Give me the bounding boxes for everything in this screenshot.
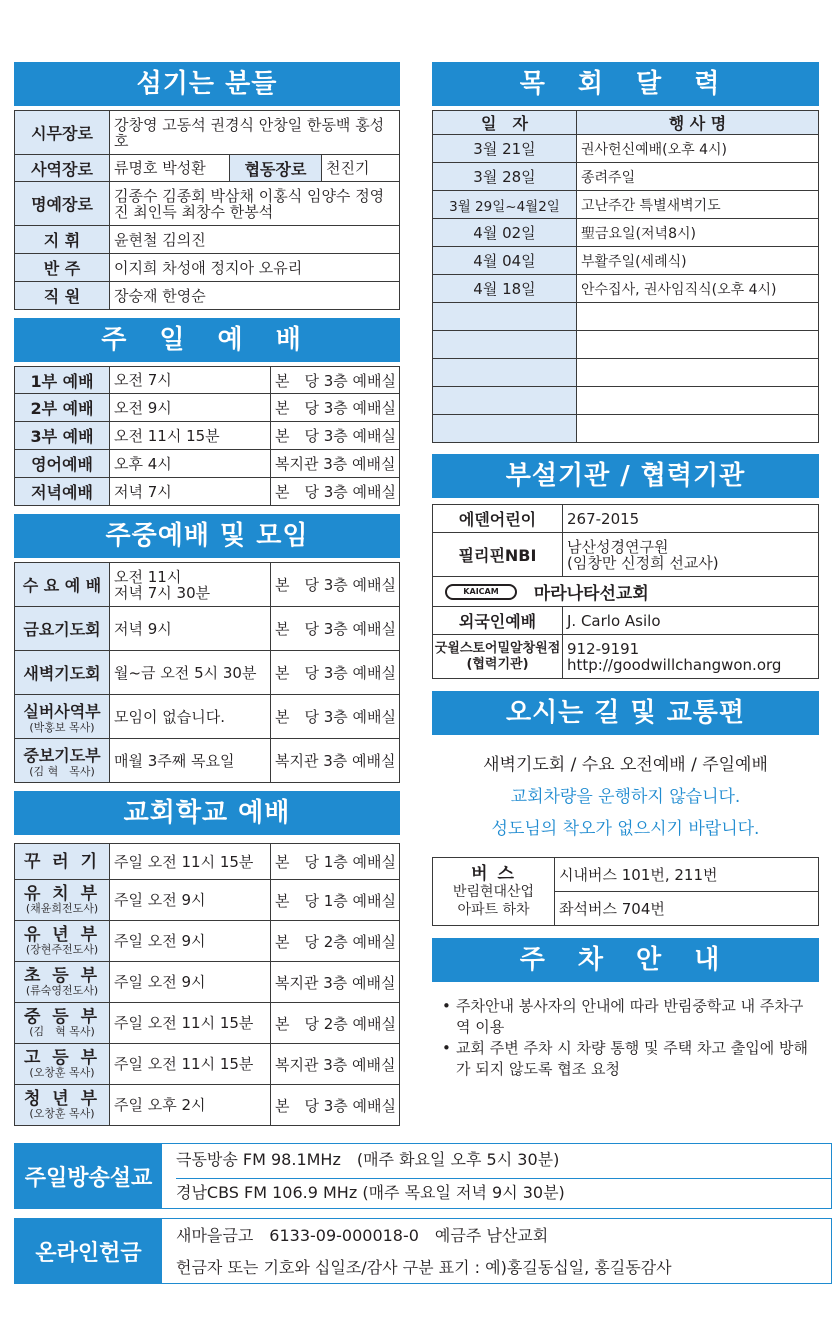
online-offering-line: 헌금자 또는 기호와 십일조/감사 구분 표기 : 예)홍길동십일, 홍길동감사 xyxy=(176,1257,672,1277)
worship-place: 본 당 3층 예배실 xyxy=(271,394,400,422)
calendar-date: 4월 04일 xyxy=(433,247,577,275)
calendar-event: 聖금요일(저녁8시) xyxy=(577,219,819,247)
worship-time: 오전 9시 xyxy=(110,394,271,422)
school-place: 복지관 3층 예배실 xyxy=(271,1044,400,1085)
weekday-leader: (박홍보 목사) xyxy=(29,721,95,734)
affiliate-info: 남산성경연구원 (임창만 신정희 선교사) xyxy=(563,533,819,577)
calendar-date: 3월 28일 xyxy=(433,163,577,191)
directions-line: 성도님의 착오가 없으시기 바랍니다. xyxy=(491,819,760,839)
serving-table xyxy=(14,110,400,310)
worship-place: 본 당 3층 예배실 xyxy=(271,478,400,506)
serving-value: 김종수 김종회 박삼채 이홍식 임양수 정영진 최인득 최창수 한봉석 xyxy=(110,182,400,226)
school-teacher: (오창훈 목사) xyxy=(29,1066,95,1079)
school-place: 본 당 2층 예배실 xyxy=(271,1003,400,1044)
kaicam-row xyxy=(433,577,819,607)
calendar-event: 종려주일 xyxy=(577,163,819,191)
affiliate-info: 마라나타선교회 xyxy=(533,584,649,604)
calendar-date xyxy=(433,331,577,359)
right-column xyxy=(432,62,819,1080)
school-time: 주일 오후 2시 xyxy=(110,1085,271,1126)
school-teacher: (채윤희전도사) xyxy=(25,902,99,915)
worship-place: 본 당 3층 예배실 xyxy=(271,422,400,450)
school-time: 주일 오전 9시 xyxy=(110,962,271,1003)
calendar-date: 4월 02일 xyxy=(433,219,577,247)
directions-notice xyxy=(432,749,819,845)
calendar-event: 고난주간 특별새벽기도 xyxy=(577,191,819,219)
school-header: 교회학교 예배 xyxy=(14,791,400,835)
worship-name: 영어예배 xyxy=(15,450,110,478)
calendar-event: 권사헌신예배(오후 4시) xyxy=(577,135,819,163)
affiliate-info: J. Carlo Asilo xyxy=(563,607,819,635)
bus-table xyxy=(432,857,819,926)
school-time: 주일 오전 11시 15분 xyxy=(110,1044,271,1085)
directions-line: 새벽기도회 / 수요 오전예배 / 주일예배 xyxy=(483,755,768,775)
school-teacher: (장현주전도사) xyxy=(25,943,99,956)
school-dept: 꾸 러 기 xyxy=(15,844,110,880)
school-teacher: (김 혁 목사) xyxy=(29,1025,95,1038)
school-dept: 유 치 부 (채윤희전도사) xyxy=(15,880,110,921)
school-time: 주일 오전 11시 15분 xyxy=(110,1003,271,1044)
calendar-date xyxy=(433,415,577,443)
serving-value: 류명호 박성환 xyxy=(110,155,230,182)
school-dept: 초 등 부 (류숙영전도사) xyxy=(15,962,110,1003)
calendar-date xyxy=(433,359,577,387)
school-teacher: (오창훈 목사) xyxy=(29,1107,95,1120)
weekday-time: 매월 3주째 목요일 xyxy=(110,739,271,783)
worship-name: 3부 예배 xyxy=(15,422,110,450)
weekday-place: 본 당 3층 예배실 xyxy=(271,695,400,739)
serving-header: 섬기는 분들 xyxy=(14,62,400,106)
school-place: 본 당 1층 예배실 xyxy=(271,844,400,880)
serving-value: 강창영 고동석 권경식 안창일 한동백 홍성호 xyxy=(110,111,400,155)
worship-place: 복지관 3층 예배실 xyxy=(271,450,400,478)
affiliate-name: 굿윌스토어밀알창원점 (협력기관) xyxy=(433,635,563,679)
broadcast-label: 주일방송설교 xyxy=(15,1144,162,1208)
worship-time: 저녁 7시 xyxy=(110,478,271,506)
weekday-time: 오전 11시 저녁 7시 30분 xyxy=(110,563,271,607)
weekday-name: 수 요 예 배 xyxy=(15,563,110,607)
weekday-name: 중보기도부 (김 혁 목사) xyxy=(15,739,110,783)
affiliate-name: 필리핀NBI xyxy=(433,533,563,577)
calendar-date-header: 일 자 xyxy=(433,111,577,135)
school-teacher: (류숙영전도사) xyxy=(25,984,99,997)
broadcast-bar xyxy=(14,1143,832,1209)
weekday-place: 본 당 3층 예배실 xyxy=(271,607,400,651)
school-time: 주일 오전 11시 15분 xyxy=(110,844,271,880)
kaicam-logo: KAICAM xyxy=(445,584,517,600)
weekday-name: 새벽기도회 xyxy=(15,651,110,695)
school-place: 본 당 1층 예배실 xyxy=(271,880,400,921)
serving-label: 사역장로 xyxy=(15,155,110,182)
parking-note: • 주차안내 봉사자의 안내에 따라 반림중학교 내 주차구역 이용 xyxy=(440,996,815,1038)
online-offering-line: 새마을금고 6133-09-000018-0 예금주 남산교회 xyxy=(176,1225,549,1245)
weekday-header: 주중예배 및 모임 xyxy=(14,514,400,558)
worship-place: 본 당 3층 예배실 xyxy=(271,367,400,394)
worship-name: 1부 예배 xyxy=(15,367,110,394)
parking-notes xyxy=(432,982,819,1080)
online-offering-bar xyxy=(14,1218,832,1284)
weekday-time: 모임이 없습니다. xyxy=(110,695,271,739)
worship-time: 오전 11시 15분 xyxy=(110,422,271,450)
serving-label: 명예장로 xyxy=(15,182,110,226)
sunday-worship-table xyxy=(14,366,400,506)
school-table xyxy=(14,843,400,1126)
weekday-place: 본 당 3층 예배실 xyxy=(271,563,400,607)
calendar-date: 4월 18일 xyxy=(433,275,577,303)
worship-name: 2부 예배 xyxy=(15,394,110,422)
calendar-event xyxy=(577,415,819,443)
school-place: 복지관 3층 예배실 xyxy=(271,962,400,1003)
directions-line: 교회차량을 운행하지 않습니다. xyxy=(510,787,741,807)
worship-time: 오전 7시 xyxy=(110,367,271,394)
serving-value: 윤현철 김의진 xyxy=(110,226,400,254)
worship-time: 오후 4시 xyxy=(110,450,271,478)
online-offering-label: 온라인헌금 xyxy=(15,1219,162,1283)
affiliate-name: 외국인예배 xyxy=(433,607,563,635)
weekday-leader: (김 혁 목사) xyxy=(29,765,95,778)
calendar-event: 안수집사, 권사임직식(오후 4시) xyxy=(577,275,819,303)
bus-route: 좌석버스 704번 xyxy=(555,892,819,926)
serving-value: 천진기 xyxy=(322,155,400,182)
calendar-date xyxy=(433,387,577,415)
school-time: 주일 오전 9시 xyxy=(110,921,271,962)
bus-label: 버 스 반림현대산업 아파트 하차 xyxy=(433,858,555,926)
directions-header: 오시는 길 및 교통편 xyxy=(432,691,819,735)
calendar-event: 부활주일(세례식) xyxy=(577,247,819,275)
weekday-time: 월~금 오전 5시 30분 xyxy=(110,651,271,695)
parking-note: • 교회 주변 주차 시 차량 통행 및 주택 차고 출입에 방해가 되지 않도록 협조 요청 xyxy=(440,1038,815,1080)
weekday-name: 실버사역부 (박홍보 목사) xyxy=(15,695,110,739)
school-dept: 청 년 부 (오창훈 목사) xyxy=(15,1085,110,1126)
school-dept: 중 등 부 (김 혁 목사) xyxy=(15,1003,110,1044)
left-column xyxy=(14,62,400,1126)
parking-header: 주 차 안 내 xyxy=(432,938,819,982)
calendar-date: 3월 21일 xyxy=(433,135,577,163)
sunday-worship-header: 주 일 예 배 xyxy=(14,318,400,362)
affiliates-header: 부설기관 / 협력기관 xyxy=(432,454,819,498)
weekday-place: 복지관 3층 예배실 xyxy=(271,739,400,783)
serving-label: 시무장로 xyxy=(15,111,110,155)
serving-label: 협동장로 xyxy=(230,155,322,182)
school-dept: 고 등 부 (오창훈 목사) xyxy=(15,1044,110,1085)
serving-label: 직 원 xyxy=(15,282,110,310)
serving-value: 장숭재 한영순 xyxy=(110,282,400,310)
affiliate-info: 912-9191 http://goodwillchangwon.org xyxy=(563,635,819,679)
weekday-name: 금요기도회 xyxy=(15,607,110,651)
school-dept: 유 년 부 (장현주전도사) xyxy=(15,921,110,962)
calendar-header: 목 회 달 력 xyxy=(432,62,819,106)
school-place: 본 당 3층 예배실 xyxy=(271,1085,400,1126)
affiliates-table xyxy=(432,504,819,679)
weekday-table xyxy=(14,562,400,783)
affiliate-info: 267-2015 xyxy=(563,505,819,533)
calendar-event-header: 행 사 명 xyxy=(577,111,819,135)
school-time: 주일 오전 9시 xyxy=(110,880,271,921)
broadcast-line: 경남CBS FM 106.9 MHz (매주 목요일 저녁 9시 30분) xyxy=(176,1178,831,1206)
calendar-event xyxy=(577,303,819,331)
serving-label: 반 주 xyxy=(15,254,110,282)
affiliate-name: 에덴어린이 xyxy=(433,505,563,533)
school-place: 본 당 2층 예배실 xyxy=(271,921,400,962)
calendar-date xyxy=(433,303,577,331)
serving-value: 이지희 차성애 정지아 오유리 xyxy=(110,254,400,282)
bus-route: 시내버스 101번, 211번 xyxy=(555,858,819,892)
broadcast-line: 극동방송 FM 98.1MHz (매주 화요일 오후 5시 30분) xyxy=(176,1150,560,1170)
weekday-place: 본 당 3층 예배실 xyxy=(271,651,400,695)
calendar-table xyxy=(432,110,819,443)
worship-name: 저녁예배 xyxy=(15,478,110,506)
calendar-event xyxy=(577,331,819,359)
calendar-event xyxy=(577,387,819,415)
weekday-time: 저녁 9시 xyxy=(110,607,271,651)
calendar-event xyxy=(577,359,819,387)
calendar-date: 3월 29일~4월2일 xyxy=(433,191,577,219)
serving-label: 지 휘 xyxy=(15,226,110,254)
